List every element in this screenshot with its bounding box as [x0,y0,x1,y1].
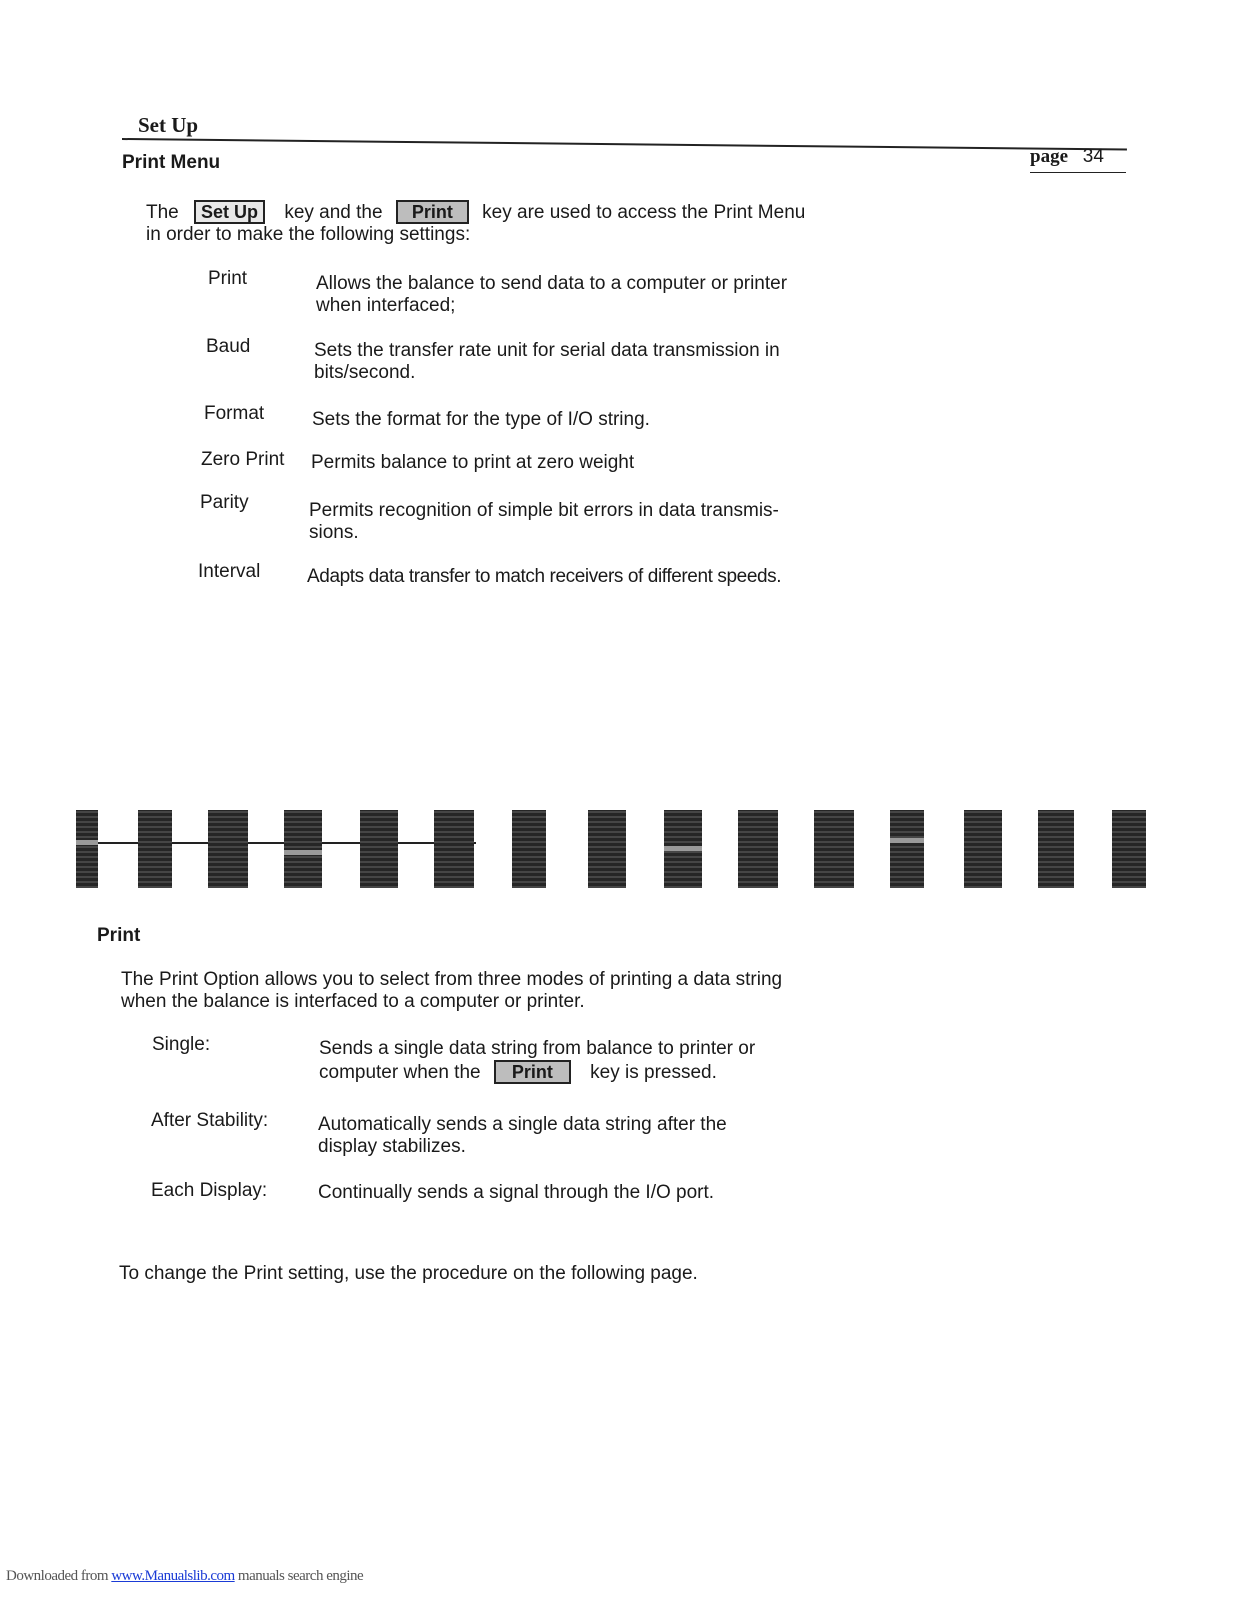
setting-term: Print [208,268,248,289]
section-tab [512,810,546,888]
page-rule [1030,172,1126,173]
setup-key: Set Up [194,200,265,224]
description-line: when interfaced; [316,295,456,316]
page-number-value: 34 [1082,146,1104,167]
description-line: Adapts data transfer to match receivers of different speeds. [307,566,782,587]
setting-term: Baud [206,336,251,357]
section-tab [208,810,248,888]
section-tab [1038,810,1074,888]
section-tab [76,810,98,888]
section-tab [588,810,626,888]
intro-text: key are used to access the Print Menu [482,202,806,223]
mode-term: After Stability: [151,1110,269,1131]
mode-term: Single: [152,1034,211,1055]
section-tab [284,810,322,888]
section-tab [360,810,398,888]
mode-description [318,1114,727,1158]
chapter-title: Set Up [138,113,199,137]
setting-term: Zero Print [201,449,285,470]
section-tab [1112,810,1146,888]
footer-prefix: Downloaded from [6,1568,112,1584]
mode-description [318,1182,714,1204]
mode-description [319,1038,755,1084]
description-line: Permits recognition of simple bit errors in data transmis- [309,500,779,521]
description-line: bits/second. [314,362,416,383]
description-line: Sets the transfer rate unit for serial data transmission in [314,340,780,361]
section-tab [890,810,924,888]
setting-term: Parity [200,492,249,513]
tab-strip-rule [76,842,476,844]
setting-description [309,500,779,544]
page-label: page [1030,146,1068,167]
setting-description [307,566,781,588]
print-intro-line: when the balance is interfaced to a computer or printer. [121,991,585,1012]
header-rule [122,138,1127,151]
print-key: Print [494,1060,571,1084]
section-tab [964,810,1002,888]
description-line: Permits balance to print at zero weight [311,452,635,473]
intro-paragraph [146,200,826,246]
setting-term: Interval [198,561,261,582]
closing-text: To change the Print setting, use the procedure on the following page. [119,1263,698,1284]
description-line: Continually sends a signal through the I/O port. [318,1182,715,1203]
description-line: Allows the balance to send data to a computer or printer [316,273,788,294]
description-line: Automatically sends a single data string after the [318,1114,727,1135]
description-line: Sends a single data string from balance to printer or [319,1038,756,1059]
intro-text: The [146,202,179,223]
print-key: Print [396,200,469,224]
description-line: Sets the format for the type of I/O string. [312,409,650,430]
setting-description [312,409,650,431]
section-tab [664,810,702,888]
intro-line-1 [146,200,826,224]
print-section-title: Print [97,925,141,946]
setting-description [316,273,787,317]
mode-term: Each Display: [151,1180,268,1201]
description-text: key is pressed. [590,1062,717,1083]
page-number [1030,146,1104,168]
description-text: computer when the [319,1062,481,1083]
section-tab [738,810,778,888]
setting-term: Format [204,403,265,424]
intro-text: key and the [284,202,383,223]
manualslib-link[interactable]: www.Manualslib.com [111,1568,235,1584]
download-footer [6,1568,363,1585]
description-line: sions. [309,522,359,543]
print-intro-paragraph [121,969,821,1013]
setting-description [314,340,780,384]
section-tab [138,810,172,888]
description-line: display stabilizes. [318,1136,466,1157]
section-tab [814,810,854,888]
intro-line-2: in order to make the following settings: [146,224,471,245]
description-line [319,1060,755,1084]
footer-suffix: manuals search engine [234,1568,364,1584]
section-tab-strip [76,800,1176,900]
print-intro-line: The Print Option allows you to select from three modes of printing a data string [121,969,783,990]
section-tab [434,810,474,888]
section-title: Print Menu [122,152,221,173]
setting-description [311,452,634,474]
